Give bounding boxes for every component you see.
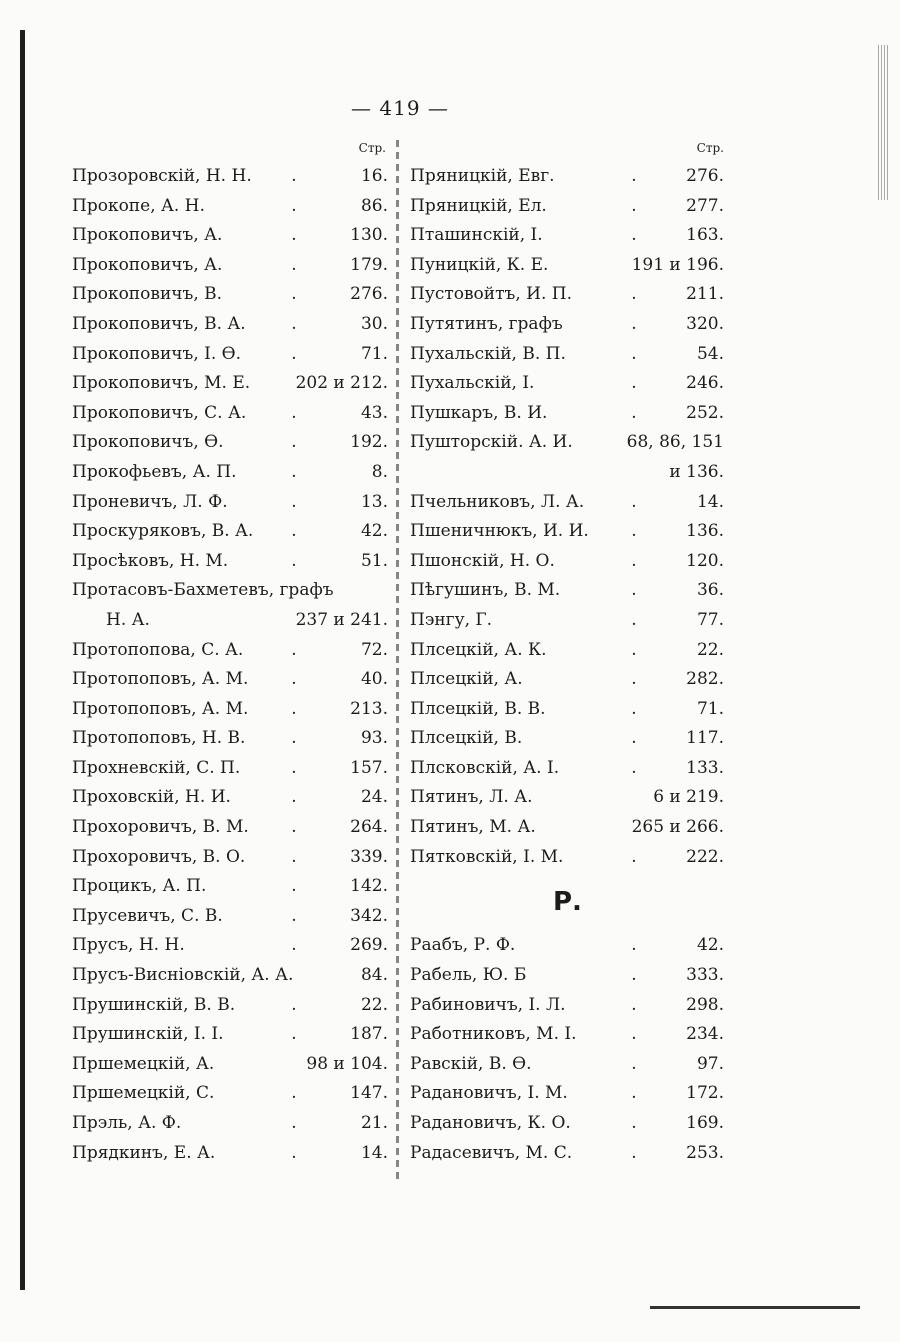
entry-name: Н. А. <box>106 609 150 630</box>
index-entry <box>410 724 724 754</box>
entry-name: Просѣковъ, Н. М. <box>72 550 229 571</box>
entry-pages: 36. <box>696 580 724 601</box>
entry-pages: и 136. <box>669 461 724 482</box>
entry-pages: 130. <box>350 225 388 246</box>
entry-pages: 54. <box>696 343 724 364</box>
entry-pages: 51. <box>360 550 388 571</box>
entry-name: Пухальскій, В. П. <box>410 343 566 364</box>
entry-name: Прокоповичъ, В. А. <box>72 313 246 334</box>
index-entry <box>72 991 388 1021</box>
leader-dot: . <box>631 491 637 512</box>
index-entry <box>410 636 724 666</box>
index-entry <box>410 961 724 991</box>
index-entry <box>72 961 388 991</box>
leader-dot: . <box>291 402 297 423</box>
index-entry <box>410 665 724 695</box>
leader-dot: . <box>631 343 637 364</box>
index-entry <box>72 428 388 458</box>
entry-name: Равскій, В. Ѳ. <box>410 1053 532 1074</box>
entry-pages: 14. <box>360 1142 388 1163</box>
leader-dot: . <box>291 225 297 246</box>
leader-dot: . <box>631 757 637 778</box>
footer-rule <box>650 1306 860 1309</box>
leader-dot: . <box>631 550 637 571</box>
entry-name: Прохоровичъ, В. О. <box>72 846 246 867</box>
leader-dot: . <box>631 1053 637 1074</box>
index-entry <box>72 251 388 281</box>
entry-pages: 179. <box>350 254 388 275</box>
leader-dot: . <box>631 580 637 601</box>
entry-name: Прохневскій, С. П. <box>72 757 241 778</box>
leader-dot: . <box>631 1083 637 1104</box>
index-entry <box>72 1139 388 1169</box>
index-entry <box>410 931 724 961</box>
entry-name: Плсковскій, А. І. <box>410 757 560 778</box>
leader-dot: . <box>291 521 297 542</box>
index-entry <box>72 547 388 577</box>
leader-dot: . <box>291 343 297 364</box>
leader-dot: . <box>291 935 297 956</box>
leader-dot: . <box>631 698 637 719</box>
entry-pages: 97. <box>696 1053 724 1074</box>
entry-name: Пршемецкій, А. <box>72 1053 215 1074</box>
leader-dot: . <box>631 402 637 423</box>
entry-pages: 43. <box>360 402 388 423</box>
entry-pages: 339. <box>350 846 388 867</box>
entry-pages: 269. <box>350 935 388 956</box>
entry-pages: 22. <box>360 994 388 1015</box>
leader-dot: . <box>291 698 297 719</box>
leader-dot: . <box>631 846 637 867</box>
index-entry <box>410 428 724 458</box>
entry-pages: 16. <box>360 166 388 186</box>
entry-pages: 342. <box>350 905 388 926</box>
entry-pages: 253. <box>686 1142 724 1163</box>
entry-pages: 24. <box>360 787 388 808</box>
index-entry <box>410 1139 724 1169</box>
entry-pages: 265 и 266. <box>631 817 724 838</box>
entry-pages: 169. <box>686 1113 724 1133</box>
entry-pages: 187. <box>350 1024 388 1045</box>
entry-name: Прохоровичъ, В. М. <box>72 817 249 838</box>
scan-edge-marks <box>878 45 890 200</box>
index-entry <box>72 665 388 695</box>
index-entry <box>72 695 388 725</box>
leader-dot: . <box>291 491 297 512</box>
entry-name: Процикъ, А. П. <box>72 876 207 897</box>
entry-name: Проневичъ, Л. Ф. <box>72 491 228 512</box>
index-entry <box>72 1050 388 1080</box>
entry-pages: 234. <box>686 1024 724 1045</box>
entry-name: Прокоповичъ, В. <box>72 284 223 305</box>
index-entry <box>410 399 724 429</box>
entry-pages: 282. <box>686 669 724 690</box>
index-entry <box>72 280 388 310</box>
index-entry <box>410 1079 724 1109</box>
entry-name: Радановичъ, І. М. <box>410 1083 568 1104</box>
entry-name: Протопоповъ, Н. В. <box>72 728 246 749</box>
entry-pages: 333. <box>686 965 724 986</box>
index-entry <box>72 517 388 547</box>
entry-pages: 14. <box>696 491 724 512</box>
entry-name: Пршемецкій, С. <box>72 1083 215 1104</box>
entry-name: Плсецкій, В. В. <box>410 698 546 719</box>
leader-dot: . <box>291 432 297 453</box>
index-entry <box>410 991 724 1021</box>
entry-name: Прэль, А. Ф. <box>72 1113 182 1133</box>
entry-pages: 68, 86, 151 <box>626 432 724 453</box>
index-entry <box>410 192 724 222</box>
leader-dot: . <box>631 1113 637 1133</box>
entry-pages: 93. <box>360 728 388 749</box>
entry-name: Работниковъ, М. І. <box>410 1024 577 1045</box>
index-entry <box>72 783 388 813</box>
entry-name: Пушторскій. А. И. <box>410 432 573 453</box>
leader-dot: . <box>631 728 637 749</box>
entry-name: Пустовойтъ, И. П. <box>410 284 573 305</box>
entry-name: Прокоповичъ, М. Е. <box>72 373 251 394</box>
entry-name: Проскуряковъ, В. А. <box>72 521 254 542</box>
entry-name: Пятинъ, Л. А. <box>410 787 533 808</box>
entry-name: Пятковскій, І. М. <box>410 846 564 867</box>
leader-dot: . <box>291 1024 297 1045</box>
index-entry <box>410 251 724 281</box>
leader-dot: . <box>291 787 297 808</box>
entry-pages: 142. <box>350 876 388 897</box>
leader-dot: . <box>291 461 297 482</box>
entry-pages: 213. <box>350 698 388 719</box>
leader-dot: . <box>291 817 297 838</box>
entry-name: Пряницкій, Ел. <box>410 195 547 216</box>
entry-name: Пушкаръ, В. И. <box>410 402 548 423</box>
index-entry <box>72 1020 388 1050</box>
index-entry <box>410 695 724 725</box>
entry-name: Протопоповъ, А. М. <box>72 669 249 690</box>
entry-pages: 163. <box>686 225 724 246</box>
entry-name: Прокоповичъ, С. А. <box>72 402 247 423</box>
entry-name: Раабъ, Р. Ф. <box>410 935 516 956</box>
leader-dot: . <box>631 609 637 630</box>
index-entry <box>72 399 388 429</box>
index-entry <box>72 754 388 784</box>
leader-dot: . <box>631 1024 637 1045</box>
entry-pages: 192. <box>350 432 388 453</box>
leader-dot: . <box>631 994 637 1015</box>
entry-name: Пэнгу, Г. <box>410 609 493 630</box>
entry-pages: 264. <box>350 817 388 838</box>
leader-dot: . <box>291 876 297 897</box>
entry-pages: 136. <box>686 521 724 542</box>
index-entry <box>72 724 388 754</box>
entry-name: Пшонскій, Н. О. <box>410 550 555 571</box>
index-entry <box>72 162 388 192</box>
leader-dot: . <box>631 1142 637 1163</box>
entry-pages: 202 и 212. <box>295 373 388 394</box>
index-entry <box>72 369 388 399</box>
index-entry <box>72 1079 388 1109</box>
leader-dot: . <box>291 846 297 867</box>
entry-name: Прушинскій, І. І. <box>72 1024 224 1045</box>
index-entry <box>72 813 388 843</box>
entry-pages: 237 и 241. <box>295 609 388 630</box>
entry-pages: 246. <box>686 373 724 394</box>
index-entry <box>410 369 724 399</box>
binding-edge <box>20 30 25 1290</box>
left-column-header: Стр. <box>358 141 386 155</box>
index-entry <box>410 340 724 370</box>
entry-name: Пухальскій, І. <box>410 373 535 394</box>
entry-pages: 21. <box>360 1113 388 1133</box>
index-entry <box>72 902 388 932</box>
entry-name: Пятинъ, М. А. <box>410 817 536 838</box>
index-entry <box>72 192 388 222</box>
leader-dot: . <box>631 195 637 216</box>
entry-pages: 22. <box>696 639 724 660</box>
entry-name: Пуницкій, К. Е. <box>410 254 549 275</box>
index-entry <box>410 606 724 636</box>
leader-dot: . <box>291 639 297 660</box>
entry-name: Прушинскій, В. В. <box>72 994 236 1015</box>
entry-pages: 276. <box>686 166 724 186</box>
entry-name: Плсецкій, А. К. <box>410 639 547 660</box>
entry-name: Плсецкій, В. <box>410 728 523 749</box>
index-entry <box>410 547 724 577</box>
leader-dot: . <box>631 373 637 394</box>
entry-pages: 30. <box>360 313 388 334</box>
index-entry <box>410 813 724 843</box>
index-entry <box>72 843 388 873</box>
index-entry <box>410 1109 724 1139</box>
index-entry <box>410 1050 724 1080</box>
entry-pages: 71. <box>696 698 724 719</box>
entry-name: Пряницкій, Евг. <box>410 166 555 186</box>
leader-dot: . <box>291 757 297 778</box>
entry-name: Прядкинъ, Е. А. <box>72 1142 216 1163</box>
entry-pages: 276. <box>350 284 388 305</box>
index-entry <box>410 754 724 784</box>
entry-name: Путятинъ, графъ <box>410 313 563 334</box>
entry-pages: 40. <box>360 669 388 690</box>
entry-pages: 298. <box>686 994 724 1015</box>
leader-dot: . <box>631 639 637 660</box>
entry-pages: 84. <box>360 965 388 986</box>
entry-pages: 191 и 196. <box>631 254 724 275</box>
leader-dot: . <box>291 728 297 749</box>
entry-pages: 77. <box>696 609 724 630</box>
index-entry <box>410 488 724 518</box>
index-entry <box>72 1109 388 1139</box>
entry-pages: 277. <box>686 195 724 216</box>
entry-name: Рабиновичъ, І. Л. <box>410 994 566 1015</box>
entry-name: Рабель, Ю. Б <box>410 965 527 986</box>
index-entry <box>72 931 388 961</box>
index-entry <box>410 162 724 192</box>
leader-dot: . <box>631 965 637 986</box>
entry-pages: 120. <box>686 550 724 571</box>
page-number: — 419 — <box>351 96 449 120</box>
entry-name: Радановичъ, К. О. <box>410 1113 571 1133</box>
leader-dot: . <box>291 550 297 571</box>
entry-name: Проховскій, Н. И. <box>72 787 231 808</box>
leader-dot: . <box>291 1142 297 1163</box>
entry-pages: 13. <box>360 491 388 512</box>
entry-name: Пташинскій, І. <box>410 225 543 246</box>
entry-name: Прокоповичъ, А. <box>72 225 223 246</box>
leader-dot: . <box>291 669 297 690</box>
index-entry <box>72 221 388 251</box>
entry-pages: 6 и 219. <box>653 787 724 808</box>
entry-pages: 133. <box>686 757 724 778</box>
entry-pages: 211. <box>686 284 724 305</box>
leader-dot: . <box>631 669 637 690</box>
entry-name: Прозоровскій, Н. Н. <box>72 166 252 186</box>
index-entry <box>410 221 724 251</box>
entry-pages: 157. <box>350 757 388 778</box>
index-entry <box>410 280 724 310</box>
entry-pages: 222. <box>686 846 724 867</box>
entry-pages: 172. <box>686 1083 724 1104</box>
entry-name: Плсецкій, А. <box>410 669 523 690</box>
index-entry <box>410 517 724 547</box>
section-heading <box>410 872 724 931</box>
index-entry <box>72 872 388 902</box>
entry-pages: 42. <box>360 521 388 542</box>
leader-dot: . <box>631 313 637 334</box>
index-entry <box>72 340 388 370</box>
leader-dot: . <box>631 284 637 305</box>
entry-pages: 8. <box>371 461 388 482</box>
index-entry <box>410 1020 724 1050</box>
right-index-column <box>410 162 724 1168</box>
entry-pages: 252. <box>686 402 724 423</box>
leader-dot: . <box>631 521 637 542</box>
entry-name: Прокоповичъ, А. <box>72 254 223 275</box>
entry-name: Прокоповичъ, Ѳ. <box>72 432 224 453</box>
leader-dot: . <box>291 195 297 216</box>
leader-dot: . <box>631 225 637 246</box>
index-entry <box>72 488 388 518</box>
index-entry <box>410 783 724 813</box>
leader-dot: . <box>291 254 297 275</box>
entry-pages: 320. <box>686 313 724 334</box>
index-entry <box>410 310 724 340</box>
entry-name: Протопоповъ, А. М. <box>72 698 249 719</box>
leader-dot: . <box>291 994 297 1015</box>
entry-name: Прокоповичъ, І. Ѳ. <box>72 343 241 364</box>
index-entry <box>410 458 724 488</box>
entry-name: Прокофьевъ, А. П. <box>72 461 237 482</box>
entry-name: Радасевичъ, М. С. <box>410 1142 573 1163</box>
left-index-column <box>72 162 388 1168</box>
entry-pages: 147. <box>350 1083 388 1104</box>
section-letter: Р. <box>553 887 582 918</box>
entry-name: Прусъ, Н. Н. <box>72 935 185 956</box>
leader-dot: . <box>291 1083 297 1104</box>
index-entry <box>72 606 388 636</box>
index-entry <box>72 576 388 606</box>
entry-name: Прусевичъ, С. В. <box>72 905 223 926</box>
entry-pages: 72. <box>360 639 388 660</box>
entry-pages: 71. <box>360 343 388 364</box>
entry-name: Пчельниковъ, Л. А. <box>410 491 585 512</box>
index-entry <box>410 576 724 606</box>
entry-name: Протасовъ-Бахметевъ, графъ <box>72 580 334 601</box>
index-entry <box>410 843 724 873</box>
entry-pages: 86. <box>360 195 388 216</box>
entry-name: Прусъ-Висніовскій, А. А. <box>72 965 294 986</box>
entry-name: Пшеничнюкъ, И. И. <box>410 521 589 542</box>
entry-pages: 98 и 104. <box>306 1053 388 1074</box>
leader-dot: . <box>631 166 637 186</box>
index-entry <box>72 458 388 488</box>
leader-dot: . <box>291 313 297 334</box>
entry-name: Протопопова, С. А. <box>72 639 244 660</box>
leader-dot: . <box>291 905 297 926</box>
entry-pages: 117. <box>686 728 724 749</box>
leader-dot: . <box>291 284 297 305</box>
right-column-header: Стр. <box>696 141 724 155</box>
entry-name: Пѣгушинъ, В. М. <box>410 580 561 601</box>
entry-name: Прокопе, А. Н. <box>72 195 205 216</box>
index-entry <box>72 310 388 340</box>
entry-pages: 42. <box>696 935 724 956</box>
index-entry <box>72 636 388 666</box>
leader-dot: . <box>631 935 637 956</box>
column-divider <box>396 140 399 1180</box>
leader-dot: . <box>291 166 297 186</box>
leader-dot: . <box>291 1113 297 1133</box>
